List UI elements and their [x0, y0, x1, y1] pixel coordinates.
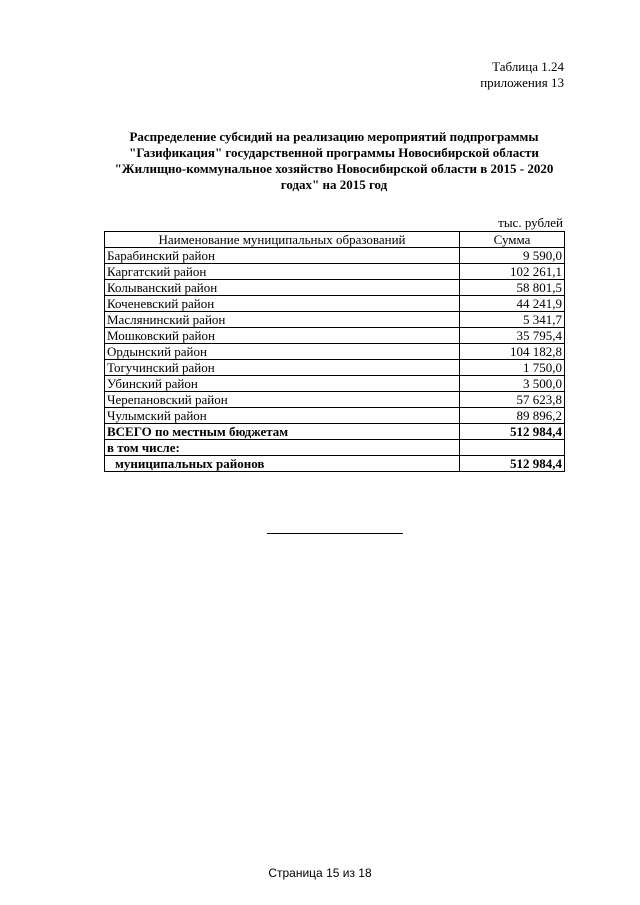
municipal-row	[105, 456, 565, 472]
row-sum: 58 801,5	[460, 280, 565, 296]
row-sum: 104 182,8	[460, 344, 565, 360]
row-name: Колыванский район	[105, 280, 460, 296]
row-name: Черепановский район	[105, 392, 460, 408]
column-header-name: Наименование муниципальных образований	[105, 232, 460, 248]
municipal-sum: 512 984,4	[460, 456, 565, 472]
units-label: тыс. рублей	[498, 215, 563, 230]
row-sum: 9 590,0	[460, 248, 565, 264]
row-sum: 44 241,9	[460, 296, 565, 312]
table-row	[105, 376, 565, 392]
row-sum: 102 261,1	[460, 264, 565, 280]
row-name: Ордынский район	[105, 344, 460, 360]
table-reference	[480, 59, 564, 91]
table-row	[105, 344, 565, 360]
municipal-name: муниципальных районов	[105, 456, 460, 472]
row-sum: 3 500,0	[460, 376, 565, 392]
row-sum: 35 795,4	[460, 328, 565, 344]
row-name: Мошковский район	[105, 328, 460, 344]
row-name: Маслянинский район	[105, 312, 460, 328]
document-title	[104, 129, 564, 193]
row-name: Убинский район	[105, 376, 460, 392]
table-row	[105, 280, 565, 296]
row-name: Коченевский район	[105, 296, 460, 312]
title-line-4: годах" на 2015 год	[280, 177, 388, 192]
table-row	[105, 264, 565, 280]
title-line-2: "Газификация" государственной программы Новосибирской области	[129, 145, 539, 160]
separator-line	[267, 533, 403, 534]
row-sum: 1 750,0	[460, 360, 565, 376]
row-name: Тогучинский район	[105, 360, 460, 376]
row-sum: 57 623,8	[460, 392, 565, 408]
appendix-number: приложения 13	[480, 75, 564, 90]
page-number: Страница 15 из 18	[268, 866, 372, 880]
row-name: Чулымский район	[105, 408, 460, 424]
table-header-row	[105, 232, 565, 248]
row-name: Каргатский район	[105, 264, 460, 280]
table-row	[105, 328, 565, 344]
row-sum: 89 896,2	[460, 408, 565, 424]
title-line-1: Распределение субсидий на реализацию мероприятий подпрограммы	[129, 129, 539, 144]
total-row	[105, 424, 565, 440]
table-row	[105, 360, 565, 376]
column-header-sum: Сумма	[460, 232, 565, 248]
including-sum	[460, 440, 565, 456]
total-name: ВСЕГО по местным бюджетам	[105, 424, 460, 440]
table-row	[105, 392, 565, 408]
table-number: Таблица 1.24	[492, 59, 564, 74]
total-sum: 512 984,4	[460, 424, 565, 440]
title-line-3: "Жилищно-коммунальное хозяйство Новосибирской области в 2015 - 2020	[114, 161, 554, 176]
row-sum: 5 341,7	[460, 312, 565, 328]
including-row	[105, 440, 565, 456]
table-row	[105, 408, 565, 424]
table-row	[105, 248, 565, 264]
table-row	[105, 296, 565, 312]
subsidy-table	[104, 231, 565, 472]
row-name: Барабинский район	[105, 248, 460, 264]
table-row	[105, 312, 565, 328]
including-label: в том числе:	[105, 440, 460, 456]
